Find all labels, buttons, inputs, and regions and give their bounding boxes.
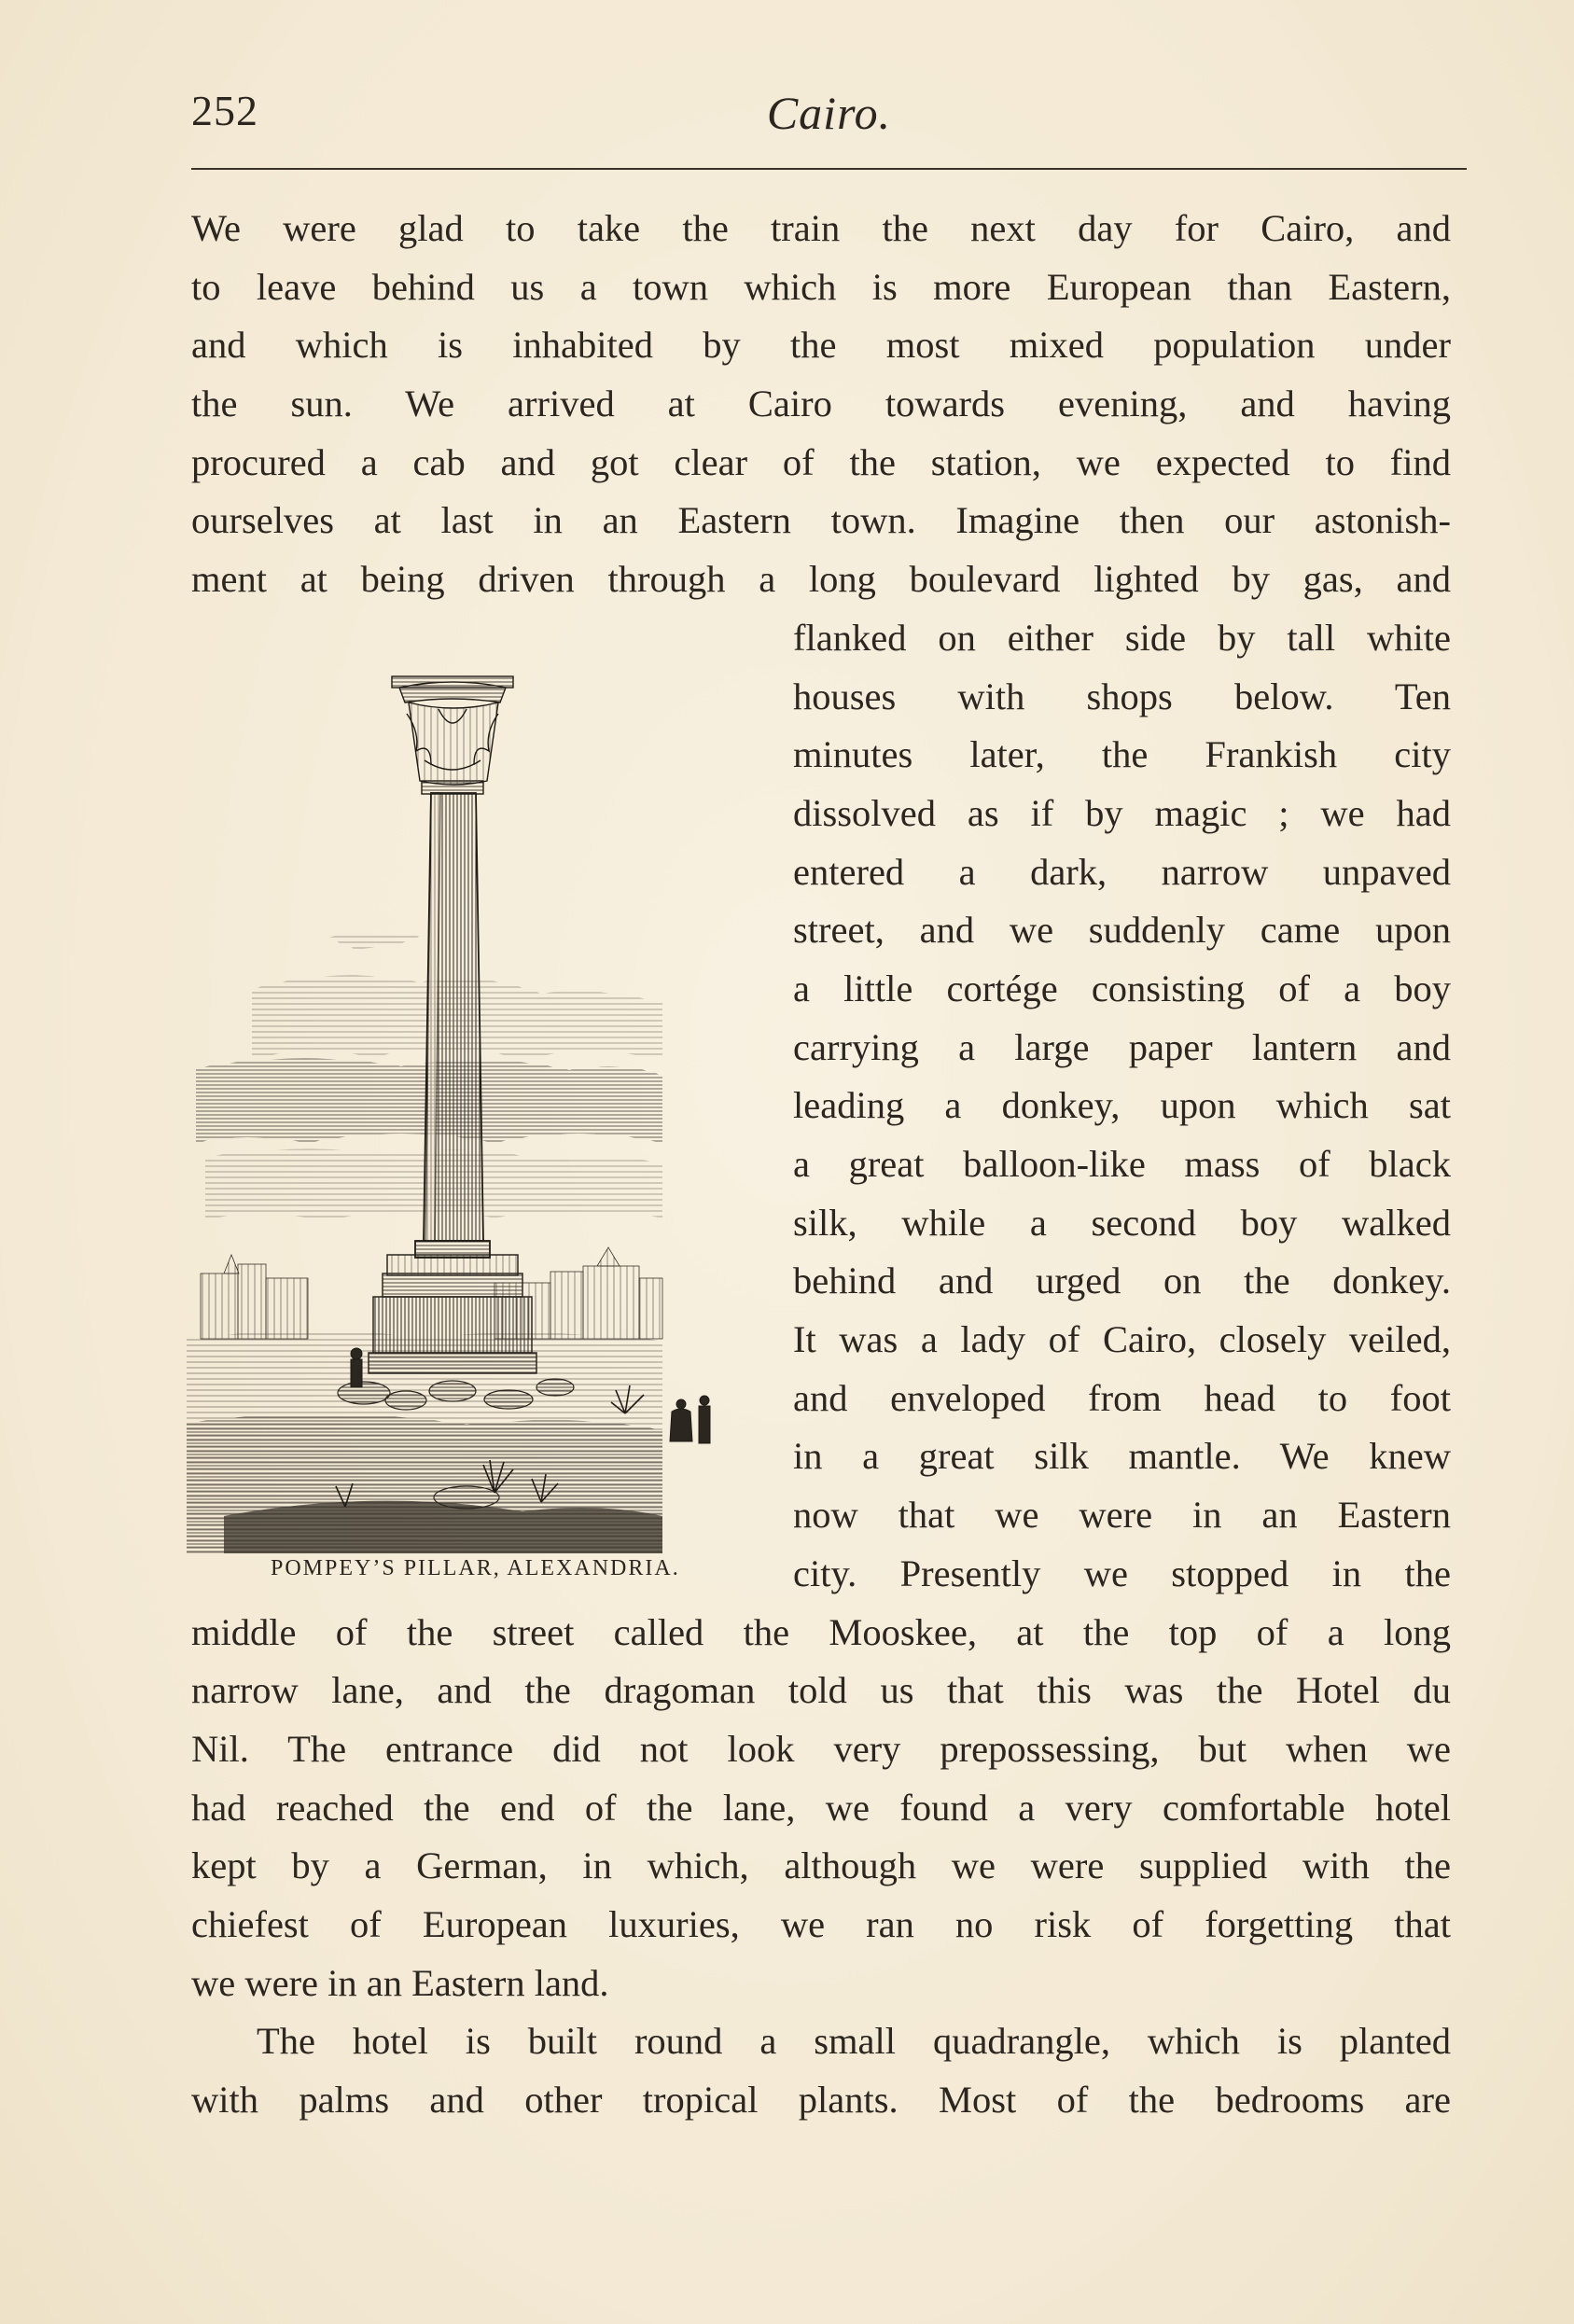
running-title: Cairo. — [766, 87, 892, 139]
text-line: to leave behind us a town which is more European than Eastern, — [191, 265, 1451, 308]
text-line: leading a donkey, upon which sat — [793, 1084, 1451, 1127]
text-line: kept by a German, in which, although we were supplied with the — [191, 1844, 1451, 1887]
header-rule — [191, 168, 1467, 170]
text-line: we were in an Eastern land. — [191, 1961, 609, 2004]
figure-caption: POMPEY’S PILLAR, ALEXANDRIA. — [271, 1556, 680, 1580]
pillar-capital — [392, 676, 513, 794]
text-line: Nil. The entrance did not look very prepossessing, but when we — [191, 1727, 1451, 1770]
text-line: city. Presently we stopped in the — [793, 1552, 1451, 1594]
text-line: behind and urged on the donkey. — [793, 1259, 1451, 1302]
text-line: houses with shops below. Ten — [793, 675, 1451, 717]
text-line: and enveloped from head to foot — [793, 1376, 1451, 1419]
text-line: narrow lane, and the dragoman told us that this was the Hotel du — [191, 1669, 1451, 1712]
text-line: ourselves at last in an Eastern town. Imagine then our astonish- — [191, 499, 1451, 542]
text-line: a great balloon-like mass of black — [793, 1143, 1451, 1185]
text-line: middle of the street called the Mooskee, at the top of a long — [191, 1610, 1451, 1653]
pompeys-pillar-engraving — [187, 620, 765, 1553]
text-line: minutes later, the Frankish city — [793, 733, 1451, 776]
text-line: dissolved as if by magic ; we had — [793, 791, 1451, 834]
text-line: chiefest of European luxuries, we ran no risk of forgetting that — [191, 1902, 1451, 1945]
text-line: We were glad to take the train the next day for Cairo, and — [191, 207, 1451, 249]
page-header — [191, 86, 1467, 151]
text-line: had reached the end of the lane, we found a very comfortable hotel — [191, 1786, 1451, 1829]
text-line: a little cortége consisting of a boy — [793, 967, 1451, 1009]
text-line: ment at being driven through a long boulevard lighted by gas, and — [191, 558, 1451, 601]
text-line: flanked on either side by tall white — [793, 616, 1451, 659]
text-line: in a great silk mantle. We knew — [793, 1435, 1451, 1478]
text-line: It was a lady of Cairo, closely veiled, — [793, 1318, 1451, 1361]
pillar-pedestal — [369, 1255, 536, 1373]
text-line: procured a cab and got clear of the station, we expected to find — [191, 440, 1451, 483]
text-line: now that we were in an Eastern — [793, 1494, 1451, 1537]
pillar-shaft — [415, 793, 490, 1258]
text-line: entered a dark, narrow unpaved — [793, 850, 1451, 893]
text-line: street, and we suddenly came upon — [793, 909, 1451, 952]
text-line: and which is inhabited by the most mixed population under — [191, 324, 1451, 367]
text-line: the sun. We arrived at Cairo towards evening, and having — [191, 383, 1451, 425]
text-line: silk, while a second boy walked — [793, 1201, 1451, 1244]
page-number: 252 — [191, 87, 258, 134]
text-line: The hotel is built round a small quadrangle, which is planted — [257, 2020, 1451, 2063]
text-line: carrying a large paper lantern and — [793, 1025, 1451, 1068]
text-line: with palms and other tropical plants. Most of the bedrooms are — [191, 2079, 1451, 2121]
engraving-illustration — [187, 620, 765, 1553]
